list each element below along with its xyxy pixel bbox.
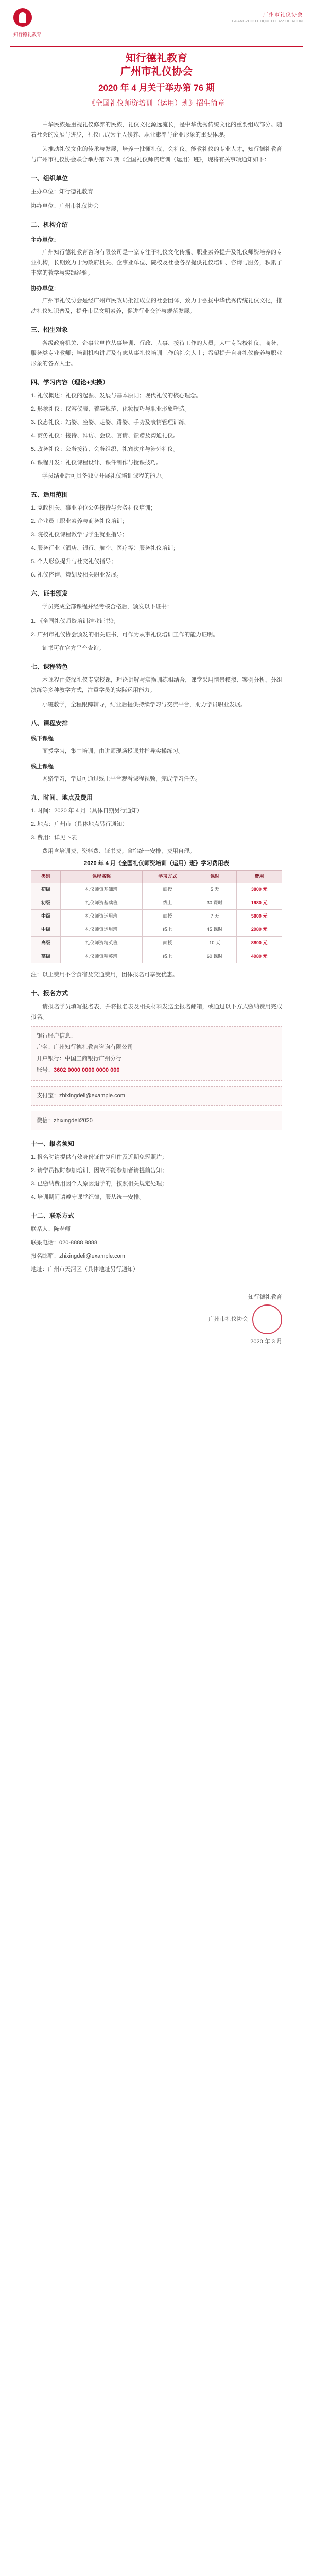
list-item: 1. 报名时请提供有效身份证件复印件及近期免冠照片； xyxy=(31,1154,168,1160)
host-value: 知行德礼教育 xyxy=(59,189,93,195)
table-cell: 5800 元 xyxy=(237,910,282,923)
section-heading: 十、报名方式 xyxy=(31,990,68,997)
list-item: 3. 仪态礼仪：站姿、坐姿、走姿、蹲姿、手势及表情管理训练。 xyxy=(31,419,190,426)
time-label: 1. 时间： xyxy=(31,808,55,814)
signature-org-2 xyxy=(31,1304,282,1334)
host-label: 主办单位： xyxy=(31,189,59,195)
place-label: 2. 地点： xyxy=(31,821,55,827)
column-header: 学习方式 xyxy=(143,871,193,883)
body-paragraph: 面授学习，集中培训，由讲师现场授课并指导实操练习。 xyxy=(42,748,184,754)
bank-value: 中国工商银行广州分行 xyxy=(65,1056,121,1062)
fee-value: 详见下表 xyxy=(54,835,77,841)
section-heading: 九、时间、地点及费用 xyxy=(31,794,93,801)
right-logo xyxy=(220,10,303,35)
place-line xyxy=(31,819,282,829)
alipay-block xyxy=(31,1086,282,1106)
table-cell: 面授 xyxy=(143,937,193,950)
body-paragraph: 费用含培训费、资料费、证书费；食宿统一安排，费用自理。 xyxy=(42,848,195,854)
table-row xyxy=(31,896,282,910)
signature-block xyxy=(31,1292,282,1347)
account-label: 账号： xyxy=(37,1067,54,1073)
section-heading: 十一、报名须知 xyxy=(31,1140,75,1147)
list-item: 5. 政务礼仪：公务接待、会务组织、礼宾次序与涉外礼仪。 xyxy=(31,446,179,452)
table-cell: 30 课时 xyxy=(193,896,236,910)
phone-label: 联系电话： xyxy=(31,1240,59,1246)
cohost-label: 协办单位： xyxy=(31,203,59,209)
account-name-label: 户名： xyxy=(37,1044,54,1050)
right-logo-text: 广州市礼仪协会 xyxy=(263,12,303,18)
column-header: 类别 xyxy=(31,871,61,883)
wechat-label: 微信： xyxy=(37,1117,54,1124)
wechat-value: zhixingdeli2020 xyxy=(54,1117,93,1124)
table-cell: 10 天 xyxy=(193,937,236,950)
table-cell: 线上 xyxy=(143,923,193,937)
list-item: 6. 礼仪咨询、策划及相关职业发展。 xyxy=(31,572,123,578)
cohost-value: 广州市礼仪协会 xyxy=(59,203,99,209)
page-header xyxy=(0,0,313,47)
list-item: 4. 商务礼仪：接待、拜访、会议、宴请、馈赠及沟通礼仪。 xyxy=(31,433,179,439)
contact-value: 陈老师 xyxy=(54,1226,71,1232)
list-item: 2. 形象礼仪：仪容仪表、着装规范、化妆技巧与职业形象塑造。 xyxy=(31,406,190,412)
table-cell: 2980 元 xyxy=(237,923,282,937)
list-item: 3. 院校礼仪课程教学与学生就业指导； xyxy=(31,532,128,538)
section-heading: 八、课程安排 xyxy=(31,720,68,727)
body-paragraph: 小班教学，全程跟踪辅导，结业后提供持续学习与交流平台，助力学员职业发展。 xyxy=(42,702,246,708)
bank-title: 银行账户信息： xyxy=(37,1033,76,1039)
table-cell: 面授 xyxy=(143,910,193,923)
list-item: 4. 培训期间请遵守课堂纪律，服从统一安排。 xyxy=(31,1194,145,1200)
time-line xyxy=(31,806,282,816)
list-item: 1. 《全国礼仪师资培训结业证书》； xyxy=(31,618,119,624)
fee-table xyxy=(31,860,282,963)
place-value: 广州市（具体地点另行通知） xyxy=(54,821,128,827)
header-divider xyxy=(10,46,303,47)
left-logo-text: 知行德礼教育 xyxy=(13,32,42,38)
body-paragraph: 本课程由资深礼仪专家授课，理论讲解与实操训练相结合，课堂采用情景模拟、案例分析、分组演练等多种教学方式，注重学员的实际运用能力。 xyxy=(31,677,282,693)
body-paragraph: 各级政府机关、企事业单位从事培训、行政、人事、接待工作的人员；大中专院校礼仪、商务、服务类专业教师；培训机构讲师及有志从事礼仪培训工作的社会人士；希望提升自身礼仪修养与职业形象的各界人士。 xyxy=(31,340,282,367)
zhixing-logo-icon xyxy=(13,8,32,27)
body-paragraph: 学员结业后可具备独立开展礼仪培训课程的能力。 xyxy=(42,473,167,479)
table-row xyxy=(31,950,282,963)
contact-line xyxy=(31,1224,282,1234)
table-row xyxy=(31,910,282,923)
section-heading: 三、招生对象 xyxy=(31,326,68,333)
section-heading: 十二、联系方式 xyxy=(31,1212,75,1219)
table-cell: 4980 元 xyxy=(237,950,282,963)
account-name-value: 广州知行德礼教育咨询有限公司 xyxy=(54,1044,133,1050)
signature-date: 2020 年 3 月 xyxy=(250,1338,282,1345)
bank-label: 开户银行： xyxy=(37,1056,65,1062)
fee-label: 3. 费用： xyxy=(31,835,55,841)
table-footnote: 注：以上费用不含食宿及交通费用，团体报名可享受优惠。 xyxy=(31,972,178,978)
table-cell: 礼仪师资运用班 xyxy=(60,910,142,923)
address-label: 地址： xyxy=(31,1266,48,1273)
section-heading: 六、证书颁发 xyxy=(31,590,68,597)
table-cell: 高级 xyxy=(31,937,61,950)
list-item: 3. 已缴纳费用因个人原因退学的，按照相关规定处理； xyxy=(31,1181,168,1187)
table-cell: 5 天 xyxy=(193,883,236,896)
account-value: 3602 0000 0000 0000 000 xyxy=(54,1067,120,1073)
bank-account-block xyxy=(31,1026,282,1081)
left-logo xyxy=(13,8,75,37)
column-header: 费用 xyxy=(237,871,282,883)
alipay-label: 支付宝： xyxy=(37,1093,59,1099)
table-cell: 初级 xyxy=(31,896,61,910)
table-cell: 1980 元 xyxy=(237,896,282,910)
list-item: 4. 服务行业（酒店、银行、航空、医疗等）服务礼仪培训； xyxy=(31,545,179,551)
account-line xyxy=(37,1065,276,1075)
bank-line xyxy=(37,1054,276,1064)
time-value: 2020 年 4 月（具体日期另行通知） xyxy=(54,808,143,814)
body-paragraph: 证书可在官方平台查询。 xyxy=(42,645,105,651)
section-heading: 五、适用范围 xyxy=(31,491,68,498)
table-cell: 线上 xyxy=(143,950,193,963)
intro-paragraph: 为推动礼仪文化的传承与发展，培养一批懂礼仪、会礼仪、能教礼仪的专业人才，知行德礼教育与广州市礼仪协会联合举办第 76 期《全国礼仪师资培训（运用）班》，现将有关事项通知如下： xyxy=(31,146,282,163)
subheading: 主办单位： xyxy=(31,237,59,243)
title-org-2: 广州市礼仪协会 xyxy=(120,66,193,77)
signature-org-1: 知行德礼教育 xyxy=(248,1294,282,1300)
body-paragraph: 广州知行德礼教育咨询有限公司是一家专注于礼仪文化传播、职业素养提升及礼仪师资培养的专业机构，长期致力于为政府机关、企事业单位、院校及社会各界提供礼仪培训、咨询与服务，积累了丰富的教学与实践经验。 xyxy=(31,249,282,276)
phone-line xyxy=(31,1238,282,1248)
fee-table-caption: 2020 年 4 月《全国礼仪师资培训（运用）班》学习费用表 xyxy=(84,860,229,867)
title-program: 《全国礼仪师资培训（运用）班》招生简章 xyxy=(88,99,225,107)
column-header: 课程名称 xyxy=(60,871,142,883)
body-paragraph: 网络学习，学员可通过线上平台观看课程视频，完成学习任务。 xyxy=(42,776,201,782)
list-item: 2. 广州市礼仪协会颁发的相关证书，可作为从事礼仪培训工作的能力证明。 xyxy=(31,632,219,638)
list-item: 1. 礼仪概述：礼仪的起源、发展与基本原则；现代礼仪的核心理念。 xyxy=(31,393,202,399)
section-heading: 四、学习内容（理论+实操） xyxy=(31,379,109,386)
email-value: zhixingdeli@example.com xyxy=(59,1253,125,1259)
table-cell: 初级 xyxy=(31,883,61,896)
document-body xyxy=(31,120,282,1349)
account-name-line xyxy=(37,1042,276,1053)
email-label: 报名邮箱： xyxy=(31,1253,59,1259)
subheading: 线上课程 xyxy=(31,764,54,770)
table-cell: 礼仪师资基础班 xyxy=(60,896,142,910)
table-cell: 礼仪师资运用班 xyxy=(60,923,142,937)
title-org-1: 知行德礼教育 xyxy=(126,53,187,64)
right-logo-subtext: GUANGZHOU ETIQUETTE ASSOCIATION xyxy=(232,19,303,23)
title-block xyxy=(0,52,313,109)
body-paragraph: 学员完成全部课程并经考核合格后，颁发以下证书： xyxy=(42,604,172,610)
cohost-line xyxy=(31,201,282,211)
list-item: 1. 党政机关、事业单位公务接待与会务礼仪培训； xyxy=(31,505,156,511)
contact-label: 联系人： xyxy=(31,1226,54,1232)
fee-line xyxy=(31,833,282,843)
section-heading: 二、机构介绍 xyxy=(31,221,68,228)
intro-paragraph: 中华民族是重视礼仪修养的民族，礼仪文化源远流长，是中华优秀传统文化的重要组成部分。随着社会的发展与进步，礼仪已成为个人修养、职业素养与企业形象的重要体现。 xyxy=(31,122,282,138)
list-item: 2. 请学员按时参加培训，因故不能参加者请提前告知； xyxy=(31,1167,168,1174)
table-row xyxy=(31,883,282,896)
signature-org-2-text: 广州市礼仪协会 xyxy=(208,1316,248,1323)
table-row xyxy=(31,923,282,937)
table-cell: 礼仪师资精英班 xyxy=(60,937,142,950)
table-cell: 中级 xyxy=(31,910,61,923)
table-cell: 7 天 xyxy=(193,910,236,923)
list-item: 5. 个人形象提升与社交礼仪指导； xyxy=(31,558,117,565)
wechat-block xyxy=(31,1111,282,1130)
table-cell: 60 课时 xyxy=(193,950,236,963)
table-cell: 45 课时 xyxy=(193,923,236,937)
body-paragraph: 广州市礼仪协会是经广州市民政局批准成立的社会团体，致力于弘扬中华优秀传统礼仪文化，推动礼仪知识普及，提升市民文明素养，促进行业交流与规范发展。 xyxy=(31,298,282,314)
table-cell: 高级 xyxy=(31,950,61,963)
subheading: 协办单位： xyxy=(31,285,59,292)
table-cell: 礼仪师资基础班 xyxy=(60,883,142,896)
table-row xyxy=(31,937,282,950)
fee-table-header-row xyxy=(31,871,282,883)
table-cell: 礼仪师资精英班 xyxy=(60,950,142,963)
phone-value: 020-8888 8888 xyxy=(59,1240,98,1246)
table-cell: 线上 xyxy=(143,896,193,910)
section-heading: 一、组织单位 xyxy=(31,175,68,182)
body-paragraph: 请报名学员填写报名表，并将报名表及相关材料发送至报名邮箱，或通过以下方式缴纳费用完成报名。 xyxy=(31,1004,282,1020)
alipay-value: zhixingdeli@example.com xyxy=(59,1093,125,1099)
column-header: 课时 xyxy=(193,871,236,883)
subheading: 线下课程 xyxy=(31,736,54,742)
host-line xyxy=(31,187,282,197)
table-cell: 3800 元 xyxy=(237,883,282,896)
address-line xyxy=(31,1264,282,1275)
table-cell: 中级 xyxy=(31,923,61,937)
address-value: 广州市天河区（具体地址另行通知） xyxy=(48,1266,138,1273)
table-cell: 面授 xyxy=(143,883,193,896)
official-seal-icon xyxy=(252,1304,282,1334)
list-item: 2. 企业员工职业素养与商务礼仪培训； xyxy=(31,518,128,524)
table-cell: 8800 元 xyxy=(237,937,282,950)
list-item: 6. 课程开发：礼仪课程设计、课件制作与授课技巧。 xyxy=(31,460,162,466)
title-main: 2020 年 4 月关于举办第 76 期 xyxy=(98,83,215,93)
email-line xyxy=(31,1251,282,1261)
section-heading: 七、课程特色 xyxy=(31,663,68,670)
